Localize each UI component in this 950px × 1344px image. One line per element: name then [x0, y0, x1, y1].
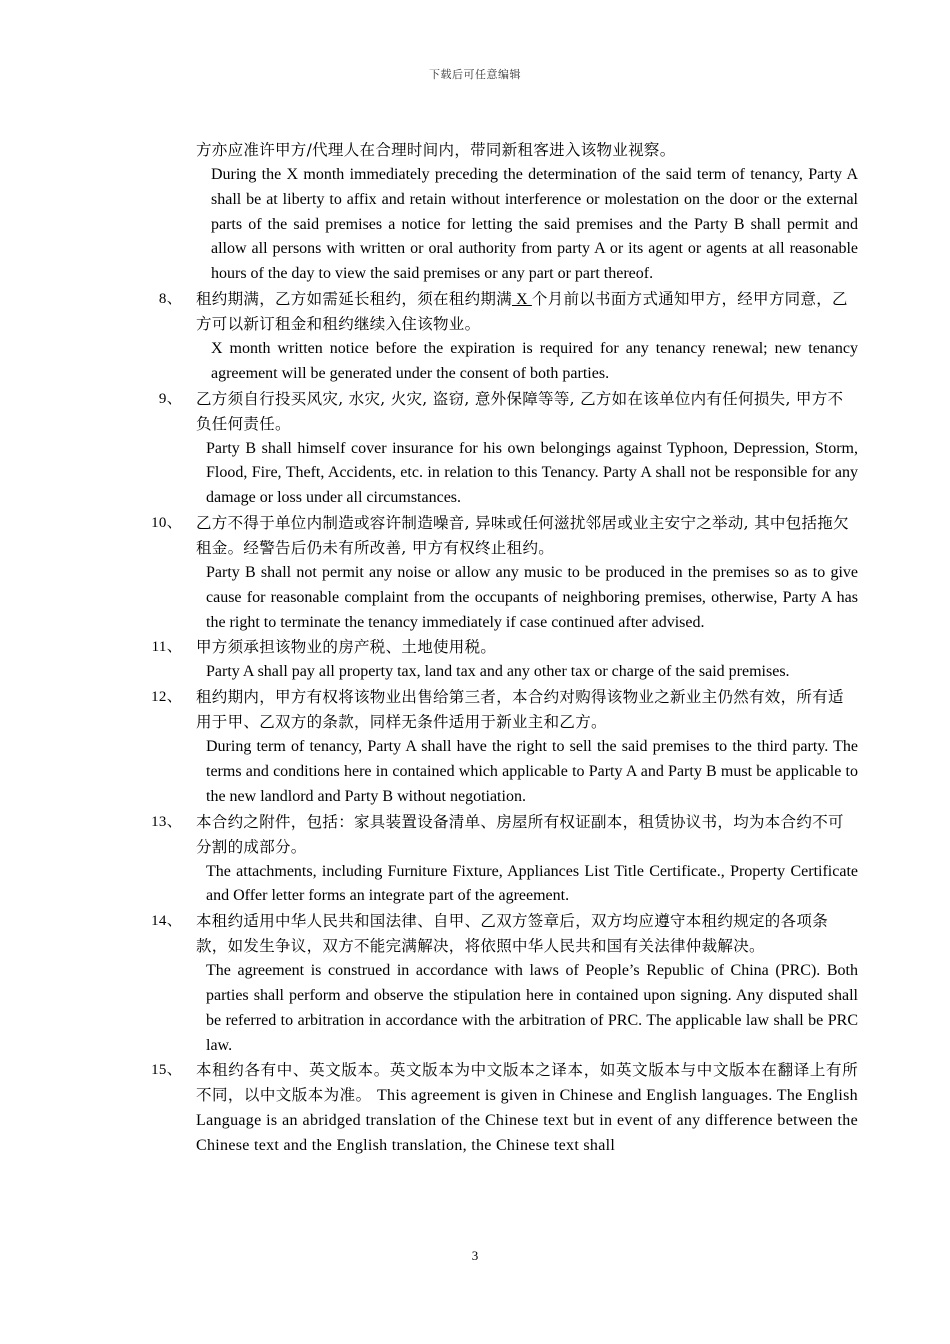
clause-12-chinese — [151, 685, 858, 735]
clause-13-english: The attachments, including Furniture Fixture, Appliances List Title Certificate., Property Certificate and Offer letter forms an integrate part of the agreement. — [206, 862, 858, 905]
clause-8-number: 8、 — [158, 290, 182, 307]
clause-15-english-text: This agreement is given in Chinese and English languages. The English Language is an abridged translation of the Chinese text but in event of any difference between the Chinese text and the English translation, the Chinese text shall — [196, 1087, 858, 1155]
document-body — [0, 138, 950, 1158]
clause-8-chinese-part-b: 个月前以书面方式通知甲方，经甲方同意，乙方可以新订租金和租约继续入住该物业。 — [196, 289, 848, 333]
clause-10-chinese-text: 乙方不得于单位内制造或容许制造噪音, 异味或任何滋扰邻居或业主安宁之举动, 其中包括拖欠租金。经警告后仍未有所改善, 甲方有权终止租约。 — [196, 513, 849, 557]
clause-14-number: 14、 — [151, 913, 182, 930]
clause-13-number: 13、 — [151, 813, 182, 830]
clause-12-chinese-text: 租约期内，甲方有权将该物业出售给第三者，本合约对购得该物业之新业主仍然有效，所有适用于甲、乙双方的条款，同样无条件适用于新业主和乙方。 — [196, 688, 844, 732]
clause-12-number: 12、 — [151, 689, 182, 706]
clause-8-months-blank: X — [512, 290, 532, 308]
clause-15 — [151, 1058, 858, 1158]
clause-14-english: The agreement is construed in accordance with laws of People’s Republic of China (PRC). Both parties shall perform and observe the stipulation here in contained upon signing. Any disputed shall be referred to arbitration in accordance with the arbitration of PRC. The applicable law shall be PRC law. — [206, 962, 858, 1054]
page-number: 3 — [471, 1248, 479, 1263]
clause-10-chinese — [151, 511, 858, 561]
page-header: 下载后可任意编辑 — [429, 68, 521, 81]
clause-9-english: Party B shall himself cover insurance for his own belongings against Typhoon, Depression, Storm, Flood, Fire, Theft, Accidents, etc. in relation to this Tenancy. Party A shall not be responsible for any damage or loss under all circumstances. — [206, 439, 858, 507]
clause-11-chinese-text: 甲方须承担该物业的房产税、土地使用税。 — [196, 638, 497, 657]
clause-12-english: During term of tenancy, Party A shall have the right to sell the said premises to the third party. The terms and conditions here in contained which applicable to Party A and Party B must be applicable to the new landlord and Party B without negotiation. — [206, 738, 858, 805]
clause-14-chinese-text: 本租约适用中华人民共和国法律、自甲、乙双方签章后，双方均应遵守本租约规定的各项条款，如发生争议，双方不能完满解决，将依照中华人民共和国有关法律仲裁解决。 — [196, 912, 829, 956]
clause-11-number: 11、 — [151, 639, 182, 656]
clause-15-chinese-text: 本租约各有中、英文版本。英文版本为中文版本之译本，如英文版本与中文版本在翻译上有所不同，以中文版本为准。 — [196, 1061, 858, 1105]
clause-15-number: 15、 — [151, 1062, 182, 1079]
clause-13-chinese-text: 本合约之附件，包括：家具装置设备清单、房屋所有权证副本，租赁协议书，均为本合约不可分割的成部分。 — [196, 812, 844, 856]
clause-10-number: 10、 — [151, 514, 182, 531]
clause-8-english: X month written notice before the expiration is required for any tenancy renewal; new tenancy agreement will be generated under the consent of both parties. — [211, 339, 858, 382]
clause-9-number: 9、 — [158, 390, 182, 407]
clause-11-english: Party A shall pay all property tax, land tax and any other tax or charge of the said premises. — [206, 663, 790, 681]
clause-8-chinese — [158, 287, 858, 337]
clause-9-chinese-text: 乙方须自行投买风灾, 水灾, 火灾, 盗窃, 意外保障等等, 乙方如在该单位内有任何损失, 甲方不负任何责任。 — [196, 389, 844, 433]
clause-9-chinese — [158, 387, 858, 437]
clause-8-chinese-part-a: 租约期满，乙方如需延长租约，须在租约期满 — [196, 289, 513, 308]
clause-13-chinese — [151, 810, 858, 860]
clause-10-english: Party B shall not permit any noise or allow any music to be produced in the premises so as to give cause for reasonable complaint from the occupants of neighboring premises, otherwise, Party A has the right to terminate the tenancy immediately if case continued after advised. — [206, 563, 858, 631]
clause-11-chinese — [151, 635, 858, 660]
clause-7-english: During the X month immediately preceding the determination of the said term of tenancy, Party A shall be at liberty to affix and retain without interference or molestation on the door or the external parts of the said premises a notice for letting the said premises and the Party B shall permit and allow all persons with written or oral authority from party A or its agent or agents at all reasonable hours of the day to view the said premises or any part or part thereof. — [211, 166, 858, 283]
clause-14-chinese — [151, 909, 858, 959]
clause-7-chinese-continuation: 方亦应准许甲方/代理人在合理时间内，带同新租客进入该物业视察。 — [196, 141, 676, 159]
